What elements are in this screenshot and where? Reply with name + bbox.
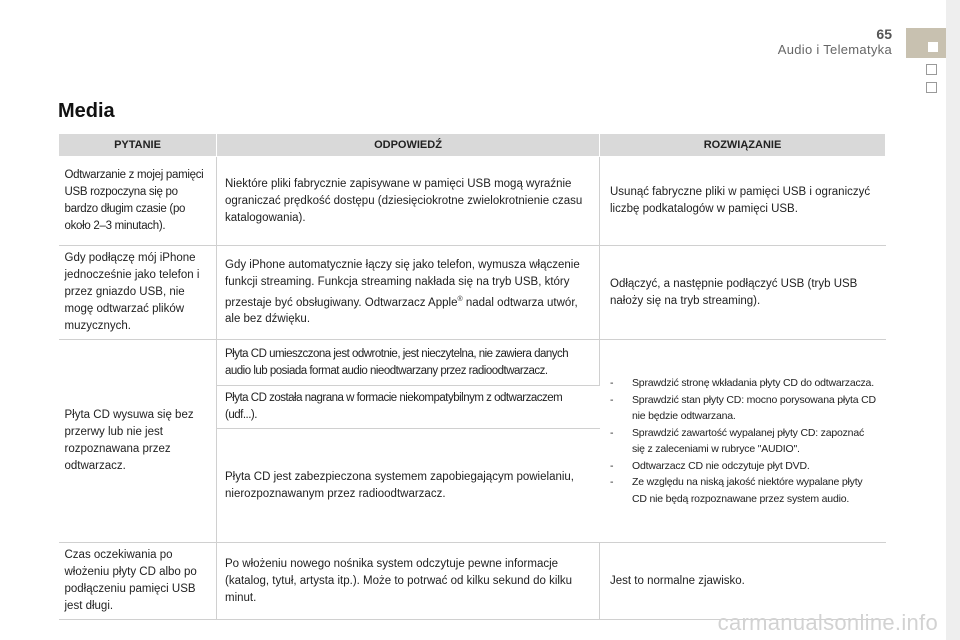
chapter-marker-box <box>926 82 937 93</box>
solution-list <box>610 375 880 507</box>
list-item: - Sprawdzić stan płyty CD: mocno porysowana płyta CD nie będzie odtwarzana. <box>610 392 880 425</box>
answer-cell: Płyta CD została nagrana w formacie niekompatybilnym z odtwarzaczem (udf...). <box>217 386 600 429</box>
answer-cell <box>217 246 600 340</box>
media-troubleshooting-table <box>58 133 886 620</box>
column-header-answer: ODPOWIEDŹ <box>217 134 600 157</box>
chapter-marker-box <box>926 64 937 75</box>
answer-text: Gdy iPhone automatycznie łączy się jako telefon, wymusza włączenie funkcji streaming. Funkcja streaming nakłada się na tryb USB, który przestaje być obsługiwany. Odtwarzacz Apple <box>225 258 580 309</box>
list-item: - Odtwarzacz CD nie odczytuje płyt DVD. <box>610 458 880 475</box>
answer-cell: Płyta CD umieszczona jest odwrotnie, jest nieczytelna, nie zawiera danych audio lub posiada format audio nieodtwarzany przez radioodtwarzacz. <box>217 340 600 386</box>
table-row <box>59 157 886 246</box>
right-edge-bar <box>946 0 960 640</box>
answer-cell: Płyta CD jest zabezpieczona systemem zapobiegającym powielaniu, nierozpoznawanym przez radioodtwarzacz. <box>217 429 600 543</box>
solution-cell: Jest to normalne zjawisko. <box>600 543 886 620</box>
page-title: Media <box>58 100 115 122</box>
table-row <box>59 340 886 386</box>
page-number: 65 <box>876 26 892 42</box>
chapter-tab <box>906 28 946 58</box>
list-item: - Sprawdzić stronę wkładania płyty CD do odtwarzacza. <box>610 375 880 392</box>
list-item: - Sprawdzić zawartość wypalanej płyty CD: zapoznać się z zaleceniami w rubryce "AUDIO". <box>610 425 880 458</box>
column-header-question: PYTANIE <box>59 134 217 157</box>
table-row <box>59 543 886 620</box>
list-item: - Ze względu na niską jakość niektóre wypalane płyty CD nie będą rozpoznawane przez system audio. <box>610 474 880 507</box>
solution-cell <box>600 340 886 543</box>
solution-cell: Odłączyć, a następnie podłączyć USB (tryb USB nałoży się na tryb streaming). <box>600 246 886 340</box>
section-header: Audio i Telematyka <box>777 42 892 57</box>
solution-cell: Usunąć fabryczne pliki w pamięci USB i ograniczyć liczbę podkatalogów w pamięci USB. <box>600 157 886 246</box>
answer-cell: Niektóre pliki fabrycznie zapisywane w pamięci USB mogą wyraźnie ograniczać prędkość dostępu (dziesięciokrotne zwielokrotnienie czasu katalogowania). <box>217 157 600 246</box>
answer-cell: Po włożeniu nowego nośnika system odczytuje pewne informacje (katalog, tytuł, artysta itp.). Może to potrwać od kilku sekund do kilku minut. <box>217 543 600 620</box>
registered-mark: ® <box>457 295 463 303</box>
question-cell: Czas oczekiwania po włożeniu płyty CD albo po podłączeniu pamięci USB jest długi. <box>59 543 217 620</box>
answer-text: nadal odtwarza utwór, ale bez dźwięku. <box>225 296 578 326</box>
table-header-row <box>59 134 886 157</box>
question-cell: Gdy podłączę mój iPhone jednocześnie jako telefon i przez gniazdo USB, nie mogę odtwarzać plików muzycznych. <box>59 246 217 340</box>
watermark: carmanualsonline.info <box>717 610 938 635</box>
column-header-solution: ROZWIĄZANIE <box>600 134 886 157</box>
table-row <box>59 246 886 340</box>
question-cell: Płyta CD wysuwa się bez przerwy lub nie jest rozpoznawana przez odtwarzacz. <box>59 340 217 543</box>
question-cell: Odtwarzanie z mojej pamięci USB rozpoczyna się po bardzo długim czasie (po około 2–3 minutach). <box>59 157 217 246</box>
